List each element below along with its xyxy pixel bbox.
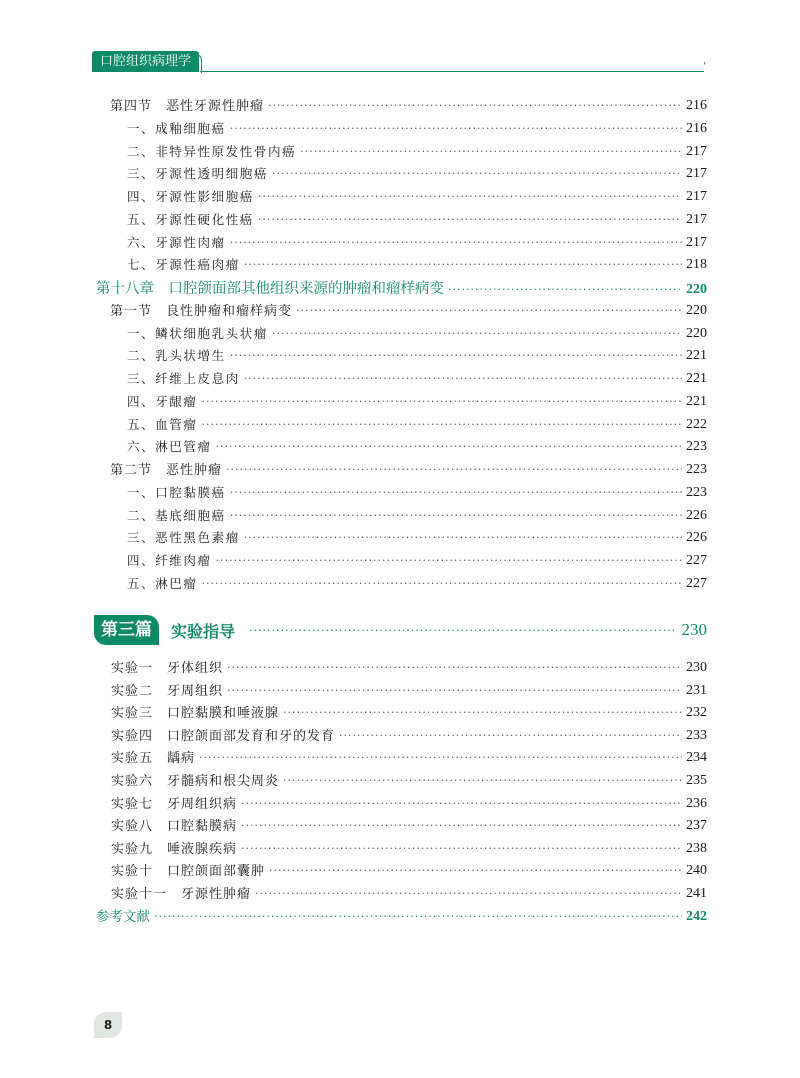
toc-entry-page-number: 238: [686, 840, 707, 856]
toc-entry-page-number: 217: [686, 166, 707, 182]
toc-entry-label: 四、牙龈瘤: [127, 393, 198, 409]
toc-entry-item[interactable]: [127, 344, 707, 364]
toc-entry-label: 第四节 恶性牙源性肿瘤: [110, 99, 265, 114]
toc-entry-page-number: 226: [686, 530, 707, 546]
toc-entry-page-number: 235: [686, 773, 707, 788]
toc-entry-page-number: 231: [686, 682, 707, 698]
toc-entry-label: 一、成釉细胞癌: [127, 120, 226, 136]
toc-entry-label: 第二节 恶性肿瘤: [110, 463, 223, 478]
leader-dots: [199, 750, 682, 766]
toc-entry-page-number: 223: [686, 439, 707, 455]
toc-entry-page-number: 241: [686, 886, 707, 901]
toc-entry-label: 参考文献: [96, 908, 150, 925]
leader-dots: [300, 144, 682, 160]
toc-entry-label: 实验七 牙周组织病: [111, 796, 238, 812]
part-badge: 第三篇: [94, 615, 159, 645]
toc-entry-label: 五、血管瘤: [127, 416, 198, 432]
toc-entry-item[interactable]: [127, 413, 707, 433]
toc-entry-page-number: 220: [686, 282, 707, 297]
leader-dots: [283, 705, 682, 721]
toc-entry-item[interactable]: [127, 526, 707, 546]
leader-dots: [255, 886, 682, 902]
toc-entry-page-number: 221: [686, 348, 707, 364]
leader-dots: [258, 189, 682, 205]
toc-entry-label: 二、非特异性原发性骨内癌: [127, 143, 297, 159]
leader-dots: [258, 212, 682, 228]
toc-entry-chap[interactable]: [96, 276, 707, 298]
toc-entry-lab[interactable]: [111, 814, 707, 834]
toc-entry-item[interactable]: [127, 253, 707, 273]
part-page-number: 230: [681, 620, 707, 639]
toc-entry-item[interactable]: [127, 322, 707, 342]
toc-entry-item[interactable]: [127, 481, 707, 501]
toc-entry-item[interactable]: [127, 162, 707, 182]
leader-dots: [230, 121, 682, 137]
toc-entry-item[interactable]: [127, 435, 707, 455]
leader-dots: [216, 553, 682, 569]
leader-dots: [154, 909, 682, 925]
toc-entry-page-number: 220: [686, 325, 707, 341]
toc-entry-sec[interactable]: [110, 94, 707, 114]
leader-dots: [296, 303, 682, 319]
leader-dots: [448, 282, 682, 298]
toc-entry-lab[interactable]: [111, 656, 707, 676]
toc-entry-label: 二、乳头状增生: [127, 348, 226, 364]
leader-dots: [244, 257, 682, 273]
leader-dots: [283, 773, 682, 789]
leader-dots: [268, 98, 682, 114]
toc-entry-label: 实验五 龋病: [111, 751, 196, 767]
toc-entry-item[interactable]: [127, 390, 707, 410]
toc-entry-page-number: 237: [686, 818, 707, 834]
leader-dots: [230, 348, 682, 364]
toc-entry-page-number: 218: [686, 257, 707, 273]
leader-dots: [202, 417, 682, 433]
toc-entry-item[interactable]: [127, 549, 707, 569]
leader-dots: [272, 326, 682, 342]
toc-entry-page-number: 217: [686, 211, 707, 227]
toc-entry-lab[interactable]: [111, 882, 707, 902]
leader-dots: [230, 485, 682, 501]
leader-dots: [227, 683, 682, 699]
toc-entry-page-number: 230: [686, 660, 707, 675]
toc-entry-page-number: 222: [686, 416, 707, 432]
toc-entry-page-number: 223: [686, 462, 707, 477]
toc-entry-page-number: 226: [686, 507, 707, 523]
leader-dots: [244, 530, 682, 546]
toc-entry-page-number: 233: [686, 727, 707, 743]
toc-entry-label: 六、淋巴管瘤: [127, 439, 212, 455]
toc-entry-label: 四、牙源性影细胞癌: [127, 189, 254, 204]
leader-dots: [202, 576, 682, 592]
toc-entry-label: 实验三 口腔黏膜和唾液腺: [111, 706, 280, 722]
toc-entry-page-number: 217: [686, 189, 707, 204]
toc-entry-label: 实验八 口腔黏膜病: [111, 819, 238, 835]
toc-entry-label: 实验九 唾液腺疾病: [111, 841, 238, 857]
toc-entry-item[interactable]: [127, 572, 707, 592]
toc-entry-label: 五、牙源性硬化性癌: [127, 211, 254, 227]
toc-entry-lab[interactable]: [111, 746, 707, 766]
toc-entry-lab[interactable]: [111, 701, 707, 721]
toc-entry-label: 一、鳞状细胞乳头状瘤: [127, 325, 269, 341]
toc-entry-label: 六、牙源性肉瘤: [127, 234, 226, 250]
toc-entry-item[interactable]: [127, 140, 707, 160]
toc-entry-sec[interactable]: [110, 299, 707, 319]
leader-dots: [269, 863, 682, 879]
page-number-badge: 8: [94, 1012, 122, 1038]
toc-entry-lab[interactable]: [111, 859, 707, 879]
toc-entry-item[interactable]: [127, 504, 707, 524]
toc-entry-page-number: 227: [686, 553, 707, 568]
toc-entry-page-number: 217: [686, 234, 707, 250]
toc-entry-lab[interactable]: [111, 724, 707, 744]
leader-dots: [241, 818, 682, 834]
toc-entry-label: 五、淋巴瘤: [127, 575, 198, 591]
toc-entry-item[interactable]: [127, 208, 707, 228]
toc-entry-label: 三、牙源性透明细胞癌: [127, 166, 269, 182]
part-title: 实验指导: [171, 621, 236, 641]
toc-entry-page-number: 217: [686, 143, 707, 159]
toc-entry-label: 四、纤维肉瘤: [127, 553, 212, 568]
toc-entry-page-number: 216: [686, 120, 707, 136]
toc-entry-item[interactable]: [127, 185, 707, 205]
toc-entry-item[interactable]: [127, 231, 707, 251]
toc-entry-lab[interactable]: [111, 792, 707, 812]
toc-entry-ref[interactable]: [96, 905, 707, 925]
toc-entry-label: 实验一 牙体组织: [111, 661, 224, 676]
toc-entry-label: 第一节 良性肿瘤和瘤样病变: [110, 303, 293, 319]
leader-dots: [272, 166, 682, 182]
toc-entry-page-number: 220: [686, 302, 707, 318]
toc-entry-page-number: 236: [686, 795, 707, 811]
header-mark: ': [703, 62, 706, 72]
toc-entry-page-number: 221: [686, 371, 707, 386]
toc-entry-sec[interactable]: [110, 458, 707, 478]
toc-entry-label: 三、恶性黑色素瘤: [127, 530, 240, 546]
toc-entry-page-number: 234: [686, 750, 707, 766]
toc-entry-label: 第十八章 口腔颌面部其他组织来源的肿瘤和瘤样病变: [96, 281, 444, 297]
toc-entry-label: 实验六 牙髓病和根尖周炎: [111, 774, 280, 789]
toc-entry-item[interactable]: [127, 367, 707, 387]
toc-entry-lab[interactable]: [111, 769, 707, 789]
leader-dots: [227, 660, 682, 676]
toc-entry-label: 实验十 口腔颌面部囊肿: [111, 864, 266, 880]
toc-entry-label: 七、牙源性癌肉瘤: [127, 257, 240, 273]
part-heading[interactable]: [94, 614, 707, 646]
leader-dots: [216, 439, 682, 455]
toc-entry-page-number: 221: [686, 393, 707, 409]
toc-entry-label: 实验十一 牙源性肿瘤: [111, 887, 252, 902]
toc-entry-item[interactable]: [127, 117, 707, 137]
leader-dots: [230, 508, 682, 524]
toc-entry-lab[interactable]: [111, 679, 707, 699]
leader-dots: [226, 462, 682, 478]
leader-dots: [241, 841, 682, 857]
leader-dots: [241, 796, 682, 812]
toc-entry-page-number: 242: [686, 908, 707, 924]
leader-dots: [339, 728, 682, 744]
book-title-tab: 口腔组织病理学: [92, 51, 199, 72]
toc-entry-label: 一、口腔黏膜癌: [127, 484, 226, 500]
toc-entry-label: 三、纤维上皮息肉: [127, 371, 240, 386]
leader-dots: [230, 235, 682, 251]
toc-entry-page-number: 227: [686, 575, 707, 591]
toc-entry-page-number: 216: [686, 98, 707, 113]
leader-dots: [249, 624, 675, 637]
toc-entry-page-number: 240: [686, 863, 707, 879]
leader-dots: [202, 394, 682, 410]
leader-dots: [244, 371, 682, 387]
toc-entry-lab[interactable]: [111, 837, 707, 857]
toc-entry-label: 二、基底细胞癌: [127, 507, 226, 523]
toc-entry-page-number: 223: [686, 484, 707, 500]
toc-entry-page-number: 232: [686, 705, 707, 721]
toc-entry-label: 实验二 牙周组织: [111, 683, 224, 699]
toc-entry-label: 实验四 口腔颌面部发育和牙的发育: [111, 728, 336, 744]
